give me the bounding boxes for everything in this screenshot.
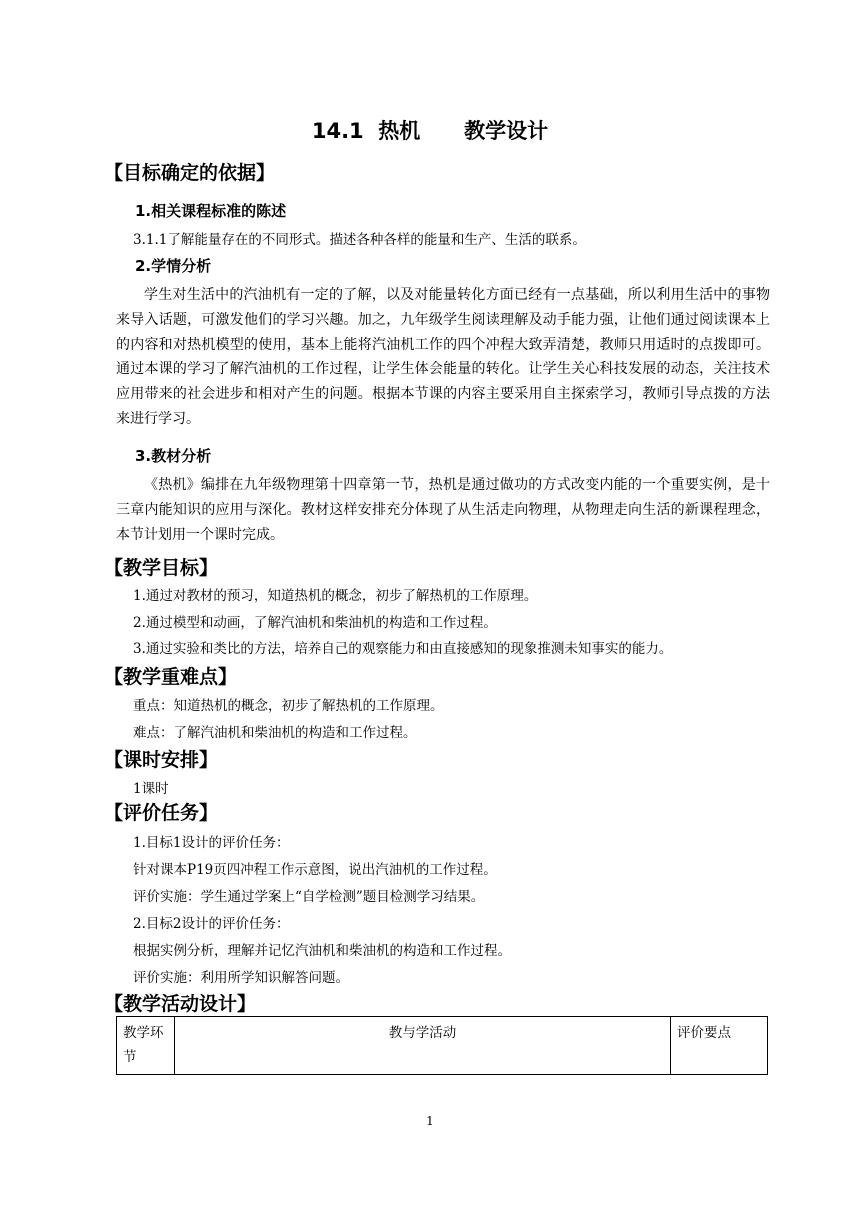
goal-item: 2.通过模型和动画，了解汽油机和柴油机的构造和工作过程。	[133, 615, 497, 631]
table-header-activity: 教与学活动	[175, 1017, 671, 1075]
table-header-row	[117, 1017, 768, 1075]
subheading-textbook-analysis: 3.教材分析	[135, 447, 212, 465]
evaluation-line: 针对课本P19页四冲程工作示意图，说出汽油机的工作过程。	[133, 862, 497, 878]
page-title: 14.1 热机 教学设计	[311, 119, 549, 143]
keypoint-difficulty: 难点：了解汽油机和柴油机的构造和工作过程。	[133, 725, 417, 741]
activity-design-table	[116, 1016, 768, 1075]
evaluation-line: 根据实例分析，理解并记忆汽油机和柴油机的构造和工作过程。	[133, 943, 511, 959]
section-heading-basis: 【目标确定的依据】	[104, 162, 276, 184]
subheading-curriculum-standard: 1.相关课程标准的陈述	[135, 202, 287, 220]
subheading-student-analysis: 2.学情分析	[135, 257, 212, 275]
section-heading-goals: 【教学目标】	[104, 557, 219, 579]
textbook-analysis-paragraph: 《热机》编排在九年级物理第十四章第一节，热机是通过做功的方式改变内能的一个重要实例，是十三章内能知识的应用与深化。教材这样安排充分体现了从生活走向物理，从物理走向生活的新课程理念，本节计划用一个课时完成。	[116, 477, 770, 543]
keypoint-focus: 重点：知道热机的概念，初步了解热机的工作原理。	[133, 698, 444, 714]
goal-item: 3.通过实验和类比的方法，培养自己的观察能力和由直接感知的现象推测未知事实的能力。	[133, 641, 673, 657]
section-heading-evaluation: 【评价任务】	[104, 802, 219, 824]
table-header-evaluation: 评价要点	[671, 1017, 768, 1075]
evaluation-line: 评价实施：利用所学知识解答问题。	[133, 970, 349, 986]
page-number: 1	[426, 1114, 434, 1128]
section-heading-activity: 【教学活动设计】	[104, 993, 257, 1015]
table-header-stage: 教学环节	[117, 1017, 175, 1075]
student-analysis-paragraph: 学生对生活中的汽油机有一定的了解，以及对能量转化方面已经有一点基础，所以利用生活中的事物来导入话题，可激发他们的学习兴趣。加之，九年级学生阅读理解及动手能力强，让他们通过阅读课本上的内容和对热机模型的使用，基本上能将汽油机工作的四个冲程大致弄清楚，教师只用适时的点拨即可。通过本课的学习了解汽油机的工作过程，让学生体会能量的转化。让学生关心科技发展的动态，关注技术应用带来的社会进步和相对产生的问题。根据本节课的内容主要采用自主探索学习，教师引导点拨的方法来进行学习。	[116, 287, 770, 427]
curriculum-standard-text: 3.1.1了解能量存在的不同形式。描述各种各样的能量和生产、生活的联系。	[133, 232, 586, 248]
evaluation-line: 评价实施：学生通过学案上“自学检测”题目检测学习结果。	[133, 889, 485, 905]
evaluation-line: 1.目标1设计的评价任务：	[133, 835, 290, 851]
goal-item: 1.通过对教材的预习，知道热机的概念，初步了解热机的工作原理。	[133, 588, 538, 604]
section-heading-keypoints: 【教学重难点】	[104, 666, 238, 688]
evaluation-line: 2.目标2设计的评价任务：	[133, 916, 290, 932]
section-heading-schedule: 【课时安排】	[104, 749, 219, 771]
schedule-text: 1课时	[133, 781, 169, 797]
